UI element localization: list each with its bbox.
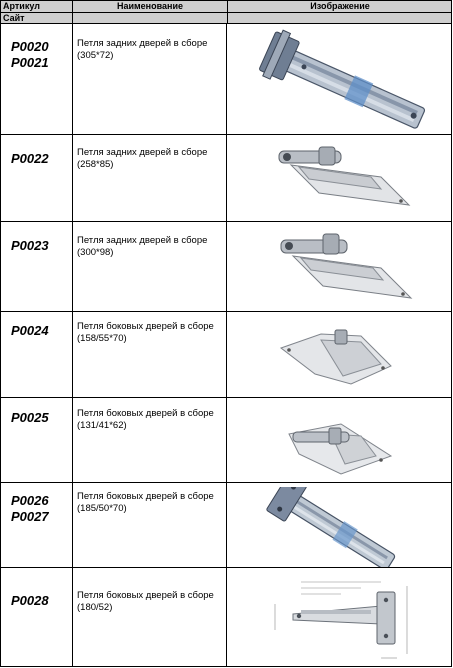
product-title: Петля боковых дверей в сборе [77, 321, 214, 332]
hinge-plate-image [231, 318, 449, 394]
product-size: (300*98) [77, 247, 114, 258]
product-name [77, 235, 225, 259]
article-code [11, 39, 49, 71]
article-code-1: P0025 [11, 410, 49, 425]
column-divider [226, 398, 227, 482]
hinge-plate-image [231, 226, 449, 308]
column-divider [72, 483, 73, 567]
article-code [11, 151, 49, 167]
article-code [11, 410, 49, 426]
product-name [77, 321, 225, 345]
product-title: Петля боковых дверей в сборе [77, 590, 214, 601]
column-divider [72, 312, 73, 397]
table-row [0, 483, 452, 568]
article-code-2: P0021 [11, 55, 49, 70]
hinge-blue-angled-image [231, 487, 449, 567]
product-size: (305*72) [77, 50, 114, 61]
product-size: (158/55*70) [77, 333, 127, 344]
product-size: (131/41*62) [77, 420, 127, 431]
product-title: Петля боковых дверей в сборе [77, 491, 214, 502]
article-code-1: P0020 [11, 39, 49, 54]
article-code-1: P0026 [11, 493, 49, 508]
product-title: Петля задних дверей в сборе [77, 235, 208, 246]
hinge-drawing-image [231, 574, 449, 664]
column-divider [226, 568, 227, 666]
table-row [0, 222, 452, 312]
header-article: Артикул [3, 1, 40, 11]
header-site: Сайт [3, 13, 25, 23]
product-title: Петля боковых дверей в сборе [77, 408, 214, 419]
product-size: (185/50*70) [77, 503, 127, 514]
article-code [11, 493, 49, 525]
article-code-1: P0024 [11, 323, 49, 338]
product-size: (258*85) [77, 159, 114, 170]
table-row [0, 398, 452, 483]
hinge-long-blue-image [231, 28, 449, 132]
hinge-plate-image [231, 139, 449, 219]
hinge-plate-image [231, 404, 449, 480]
header-image: Изображение [310, 1, 370, 11]
product-name [77, 38, 225, 62]
article-code-2: P0027 [11, 509, 49, 524]
product-size: (180/52) [77, 602, 113, 613]
table-row [0, 24, 452, 135]
product-name [77, 408, 225, 432]
product-name [77, 147, 225, 171]
table-header [0, 0, 452, 24]
table-row [0, 568, 452, 667]
column-divider [226, 222, 227, 311]
product-name [77, 491, 225, 515]
column-divider [72, 568, 73, 666]
article-code [11, 238, 49, 254]
header-name: Наименование [73, 1, 228, 23]
article-code [11, 323, 49, 339]
product-name [77, 590, 225, 614]
column-divider [72, 222, 73, 311]
column-divider [226, 24, 227, 134]
table-row [0, 312, 452, 398]
article-code [11, 593, 49, 609]
table-row [0, 135, 452, 222]
product-title: Петля задних дверей в сборе [77, 38, 208, 49]
column-divider [72, 24, 73, 134]
product-title: Петля задних дверей в сборе [77, 147, 208, 158]
column-divider [72, 398, 73, 482]
header-article-cell [1, 1, 73, 23]
column-divider [226, 312, 227, 397]
article-code-1: P0023 [11, 238, 49, 253]
column-divider [226, 135, 227, 221]
column-divider [72, 135, 73, 221]
article-code-1: P0022 [11, 151, 49, 166]
column-divider [226, 483, 227, 567]
article-code-1: P0028 [11, 593, 49, 608]
